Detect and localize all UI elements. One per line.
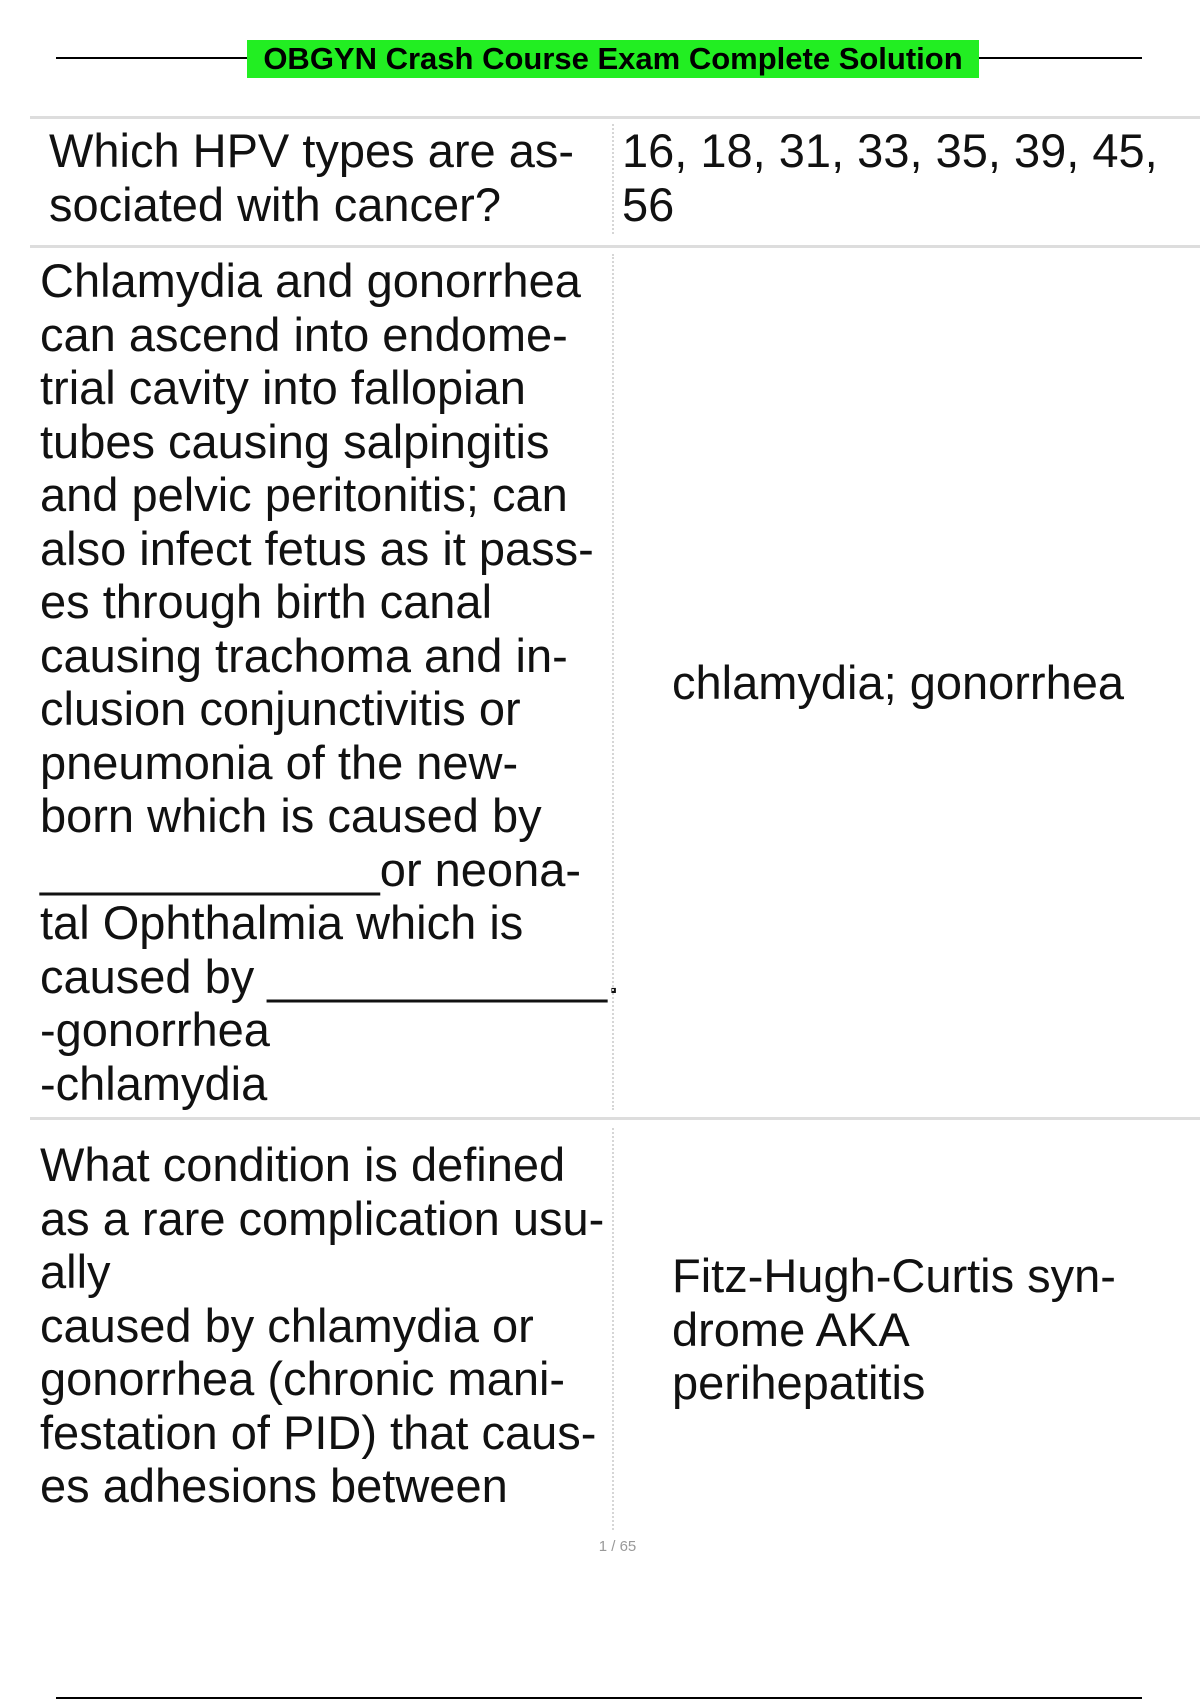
table-top-rule <box>30 116 1200 119</box>
row-rule <box>30 1117 1200 1120</box>
question-cell: What condition is defined as a rare complication usu- ally caused by chlamydia or gonorrhea (chronic mani- festation of PID) that caus- es adhesions between <box>40 1138 605 1512</box>
answer-cell: Fitz-Hugh-Curtis syn- drome AKA perihepatitis <box>672 1249 1116 1409</box>
document-title: OBGYN Crash Course Exam Complete Solution <box>247 40 979 78</box>
answer-cell: 16, 18, 31, 33, 35, 39, 45, 56 <box>622 124 1158 231</box>
column-separator <box>612 1128 614 1530</box>
column-separator <box>612 124 614 234</box>
question-cell: Chlamydia and gonorrhea can ascend into endome- trial cavity into fallopian tubes causing salpingitis and pelvic peritonitis; can also infect fetus as it pass- es through birth canal causing trachoma and in- clusion conjunctivitis or pneumonia of the new- born which is caused by _____________or neona- tal Ophthalmia which is caused by _____________. -gonorrhea -chlamydia <box>40 254 621 1110</box>
column-separator <box>612 254 614 1110</box>
question-cell: Which HPV types are as- sociated with cancer? <box>49 124 575 231</box>
row-rule <box>30 245 1200 248</box>
footer-rule <box>56 1697 1142 1699</box>
answer-cell: chlamydia; gonorrhea <box>672 656 1124 709</box>
page-indicator: 1 / 65 <box>598 1538 637 1555</box>
